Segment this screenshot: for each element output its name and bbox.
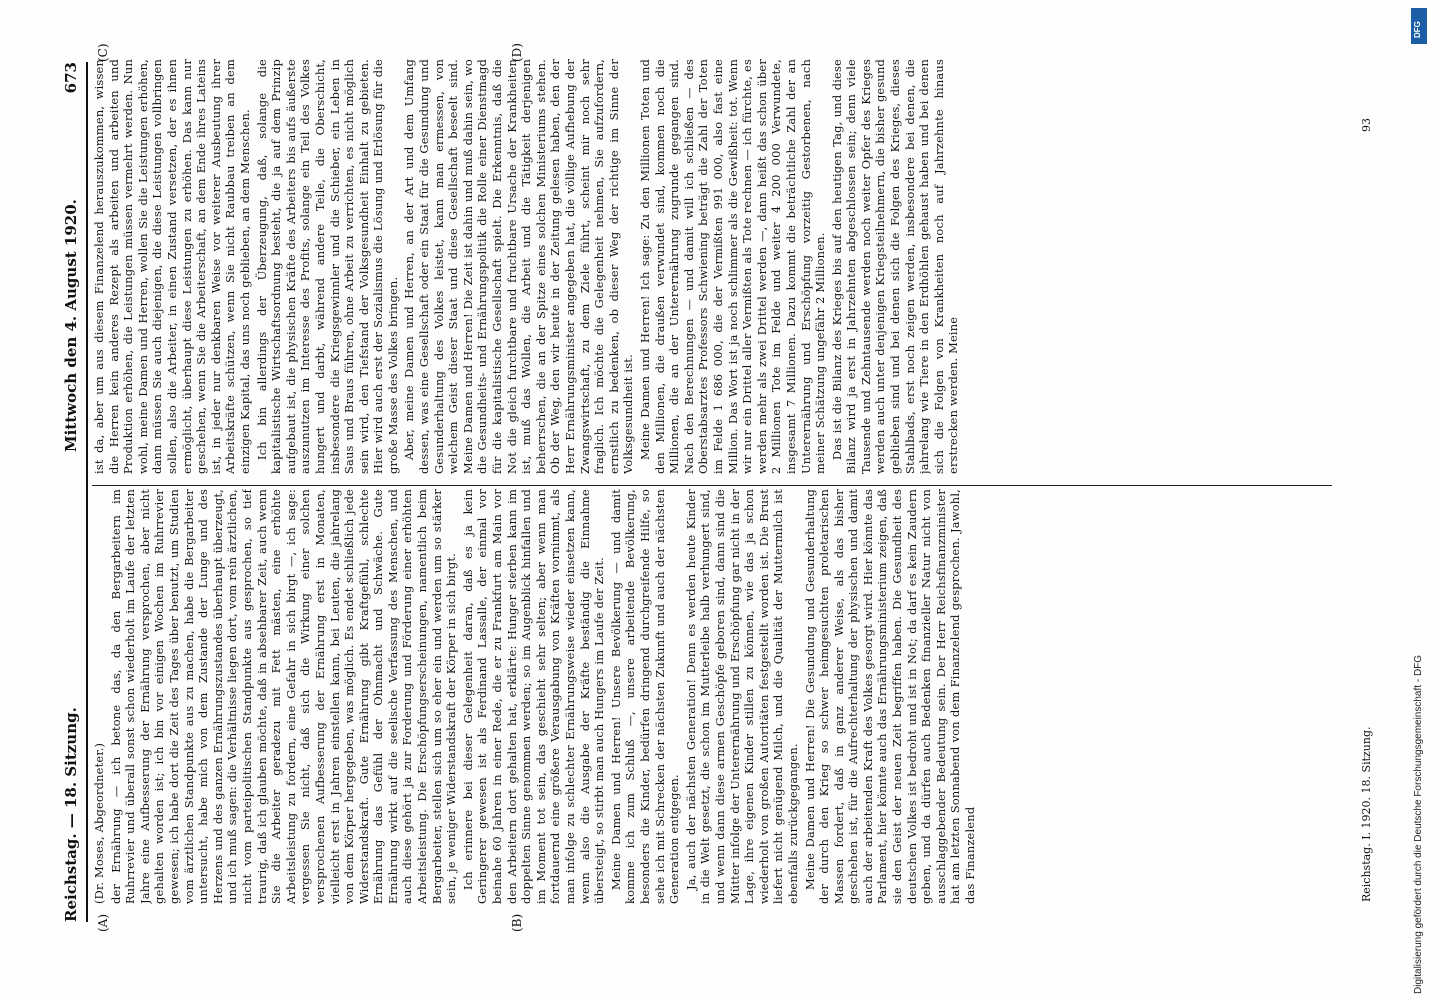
margin-marker-c: (C) (96, 43, 110, 62)
paragraph: ist da, aber um aus diesem Finanzelend herauszukommen, wissen die Herren kein anderes Rezept als arbeiten und arbeiten und Produktion erhöhen, die Leistungen müssen vermehrt werden. Nun wohl, meine Damen und Herren, wollen Sie die Leistungen erhöhen, dann müssen Sie auch diejenigen, die diese Leistungen vollbringen sollen, also die Arbeiter, in einen Zustand versetzen, der es ihnen ermöglicht, überhaupt diese Leistungen zu erhöhen. Das kann nur geschehen, wenn Sie die Arbeiterschaft, an dem Ende ihres Lateins ist, in jeder nur denkbaren Weise vor weiterer Ausbeutung ihrer Arbeitskräfte schützen, wenn Sie nicht Raubbau treiben an dem einzigen Kapital, das uns noch geblieben, an dem Menschen. (92, 59, 252, 474)
paragraph: Meine Damen und Herren! Ich sage: Zu den Millionen Toten und den Millionen, die draußen verwundet sind, kommen noch die Millionen, die an der Unterernährung zugrunde gegangen sind. Nach den Berechnungen — und damit will ich schließen — des Oberstabsarztes Professors Schwiening beträgt die Zahl der Toten im Felde 1 686 000, die der Vermißten 991 000, also fast eine Million. Das Wort ist ja noch schlimmer als die Gewißheit: tot. Wenn wir nur ein Drittel aller Vermißten als Tote rechnen — ich fürchte, es werden mehr als zwei Drittel werden —, dann heißt das schon über 2 Millionen Tote im Felde und weiter 4 200 000 Verwundete, insgesamt 7 Millionen. Dazu kommt die beträchtliche Zahl der an Unterernährung und Erschöpfung vorzeitig Gestorbenen, nach meiner Schätzung ungefähr 2 Millionen. (637, 59, 828, 474)
speaker-line: (Dr. Moses, Abgeordneter.) (92, 742, 106, 904)
paragraph: Ich bin allerdings der Überzeugung, daß, solange die kapitalistische Wirtschaftsordnung besteht, die ja auf dem Prinzip aufgebaut ist, die physischen Kräfte des Arbeiters bis aufs äußerste auszunutzen im Interesse des Profits, solange ein Teil des Volkes hungert und darbt, während andere Teile, die Oberschicht, insbesondere die Kriegsgewinnler und die Schieber, ein Leben in Saus und Braus führen, ohne Arbeit zu verrichten, es nicht möglich sein wird, den Tiefstand der Volksgesundheit Einhalt zu gebieten. Hier wird auch erst der Sozialismus die Lösung und Erlösung für die große Masse des Volkes bringen. (254, 59, 400, 474)
paragraph: Aber, meine Damen und Herren, an der Art und dem Umfang dessen, was eine Gesellschaft oder ein Staat für die Gesundung und Gesunderhaltung des Volkes leistet, kann man ermessen, von welchem Geist dieser Staat und diese Gesellschaft beseelt sind. Meine Damen und Herren! Die Zeit ist dahin und muß dahin sein, wo die Gesundheits- und Ernährungspolitik die Rolle einer Dienstmagd für die kapitalistische Gesellschaft spielt. Die Erkenntnis, daß die Not die gleich furchtbare und fruchtbare Ursache der Krankheiten ist, muß das Wollen, die Arbeit und die Tätigkeit derjenigen beherrschen, die an der Spitze eines solchen Ministeriums stehen. Ob der Weg, den wir heute in der Zeitung gelesen haben, den der Herr Ernährungsminister angegeben hat, die völlige Aufhebung der Zwangswirtschaft, zu dem Ziele führt, scheint mir noch sehr fraglich. Ich möchte die Gelegenheit nehmen, Sie aufzufordern, ernstlich zu bedenken, ob dieser Weg der richtige im Sinne der Volksgesundheit ist. (402, 59, 636, 474)
paragraph: Ja, auch der nächsten Generation! Denn es werden heute Kinder in die Welt gesetzt, die schon im Mutterleibe halb verhungert sind, und wenn dann diese armen Geschöpfe geboren sind, dann sind die Mütter infolge der Unterernährung und Erschöpfung gar nicht in der Lage, ihre eigenen Kinder stillen zu können, wie das ja schon wiederholt von großen Autoritäten festgestellt worden ist. Die Brust liefert nicht genügend Milch, und die Qualität der Muttermilch ist ebenfalls zurückgegangen. (683, 489, 800, 904)
margin-marker-b: (B) (510, 913, 524, 932)
page-header (62, 62, 84, 922)
signature-mark: 93 (1360, 118, 1373, 132)
paragraph: der Ernährung — ich betone das, da den Bergarbeitern im Ruhrrevier und überall sonst schon wiederholt im Laufe der letzten Jahre eine Aufbesserung der Ernährung versprochen, aber nicht gehalten worden ist; ich bin vor einigen Wochen im Ruhrrevier gewesen; ich habe dort die Zeit des Tages über benutzt, um Studien vom ärztlichen Standpunkte aus zu machen, habe die Bergarbeiter untersucht, habe mich von dem Zustande der Lunge und des Herzens und des ganzen Ernährungszustandes überhaupt überzeugt, und ich muß sagen: die Verhältnisse liegen dort, vom rein ärztlichen, nicht vom parteipolitischen Standpunkte aus gesprochen, so tief traurig, daß ich glauben möchte, daß in absehbarer Zeit, auch wenn Sie die Arbeiter geradezu mit Fett mästen, eine erhöhte Arbeitsleistung zu fordern, eine Gefahr in sich birgt —, ich sage: vergessen Sie nicht, daß sich die Wirkung einer solchen versprochenen Aufbesserung der Ernährung erst in Monaten, vielleicht erst in Jahren einstellen kann, bei Leuten, die jahrelang von dem Körper hergegeben, was möglich. Es endet schließlich jede Widerstandskraft. Gute Ernährung gibt Kraftgefühl, schlechte Ernährung das Gefühl der Ohnmacht und Schwäche. Gute Ernährung wirkt auf die seelische Verfassung des Menschen, und auch diese gehört ja zur Forderung und Förderung einer erhöhten Arbeitsleistung. Die Erschöpfungserscheinungen, namentlich beim Bergarbeiter, stellen sich um so eher ein und werden um so stärker sein, je weniger Widerstandskraft der Körper in sich birgt. (108, 489, 459, 904)
digitization-credit (1410, 0, 1434, 1000)
dfg-logo: DFG (1411, 8, 1427, 44)
column-divider (92, 485, 1332, 486)
right-column (92, 59, 1382, 474)
header-session: Reichstag. — 18. Sitzung. (62, 707, 80, 922)
margin-marker-d: (D) (510, 43, 524, 62)
paragraph: Das ist die Bilanz des Krieges bis auf den heutigen Tag, und diese Bilanz wird ja erst in Jahrzehnten abgeschlossen sein; denn viele Tausende und Zehntausende werden noch weiter Opfer des Krieges werden auch unter denjenigen Kriegsteilnehmern, die bisher gesund geblieben sind und bei denen sich die Folgen des Krieges, dieses Stahlbads, erst noch zeigen werden, insbesondere bei denen, die jahrelang wie Tiere in den Erdhöhlen gehaust haben und bei denen sich die Folgen von Krankheiten noch auf Jahrzehnte hinaus erstrecken werden. Meine (829, 59, 961, 474)
header-date: Mittwoch den 4. August 1920. (62, 199, 80, 452)
paragraph: Meine Damen und Herren! Unsere Bevölkerung — und damit komme ich zum Schluß —, unsere arbeitende Bevölkerung, besonders die Kinder, bedürfen dringend durchgreifende Hilfe, so sehe ich mit Schrecken der nächsten Zukunft und auch der nächsten Generation entgegen. (608, 489, 682, 904)
page-footer: Reichstag. I. 1920. 18. Sitzung. (1360, 726, 1373, 902)
paragraph: Ich erinnere bei dieser Gelegenheit daran, daß es ja kein Geringerer gewesen ist als Ferdinand Lassalle, der einmal vor beinahe 60 Jahren in einer Rede, die er zu Frankfurt am Main vor den Arbeitern dort gehalten hat, erklärte: Hunger sterben kann im doppelten Sinne genommen werden; so im Augenblick hinfallen und im Moment tot sein, das geschieht sehr selten; aber wenn man fortdauernd eine größere Verausgabung von Kräften vornimmt, als man infolge zu schlechter Ernährungsweise wieder einsetzen kann, wenn also die Ausgabe der Kräfte beständig die Einnahme übersteigt, so stirbt man auch Hungers im Laufe der Zeit. (460, 489, 607, 904)
margin-marker-a: (A) (96, 913, 110, 932)
digitization-credit-text: Digitalisierung gefördert durch die Deutsche Forschungsgemeinschaft - DFG (1413, 654, 1424, 994)
header-rule (86, 62, 88, 922)
page-number: 673 (62, 62, 80, 94)
paragraph: Meine Damen und Herren! Die Gesundung und Gesunderhaltung der durch den Krieg so schwer heimgesuchten proletarischen Massen fordert, daß in ganz anderer Weise, als das bisher geschehen ist, für die Aufrechterhaltung der physischen und damit auch der arbeitenden Kraft des Volkes gesorgt wird. Hier könnte das Parlament, hier könnte auch das Ernährungsministerium zeigen, daß sie den Geist der neuen Zeit begriffen haben. Die Gesundheit des deutschen Volkes ist bedroht und ist in Not; da darf es kein Zaudern geben, und da dürfen auch Bedenken finanzieller Natur nicht von ausschlaggebender Bedeutung sein. Der Herr Reichsfinanzminister hat am letzten Sonnabend von dem Finanzelend gesprochen. Jawohl, das Finanzelend (802, 489, 978, 904)
left-column (92, 489, 1382, 904)
rotated-page (62, 43, 1402, 932)
